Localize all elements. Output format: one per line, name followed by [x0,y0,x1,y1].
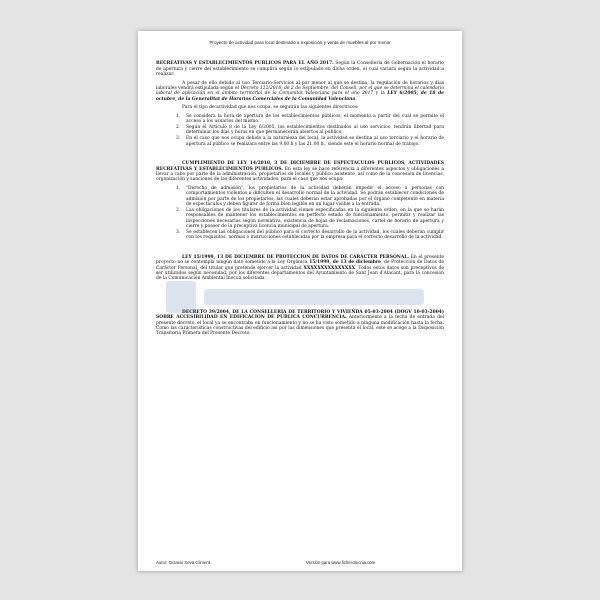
footer-author: Autor: Octavio Seva Climent [156,559,210,565]
section2-intro [156,161,444,183]
section4-heading: DECRETO 39/2004, DE LA CONSELLERÍA DE TERRITORIO Y VIVIENDA 05-03-2004 (DOGV 10-03-2004) SOBRE ACCESIBILIDAD EN EDIFICACION DE PÚBLICA CONCURRENCIA. [156,309,444,321]
list-text: "Derecho de admisión", los propietarios de la actividad deberán impedir el acceso a personas con comportamientos violentos o dificulten el desarrollo normal de la actividad. Se podrán establecer condiciones de admisión por parte de los propietarios, las cuales deberán estar aprobadas por el órgano competente en materia de espectáculos y deben figurar de forma bien legible en un lugar visible a la entrada. [186,185,444,207]
list-number: 3. [176,229,181,235]
list-number: 2. [176,124,181,130]
directives-list [156,114,444,147]
s3-a: En el presente proyecto no se contempla ningún dato sometido a la Ley Orgánica [156,254,444,266]
section1-text: Según la Conselleria de Gobernación el horario de apertura y cierre del establecimiento se cumplirá según lo estipulado en dicha orden, el cual variara según la actividad a realizar. [156,61,444,78]
list-number: 2. [176,207,181,213]
list-number: 3. [176,136,181,142]
section2-heading: CUMPLIMIENTO DE LEY 14/2010, 3 DE DICIEMBRE DE ESPECTACULOS PUBLICOS, ACTIVIDADES RECREATIVAS Y ESTABLECIMIENTOS PUBLICOS. [156,161,444,172]
page-footer [156,560,444,565]
list-item [156,125,444,136]
list-item [156,114,444,125]
list-item [156,230,444,241]
s3-law-ref: 15/1999, de 13 de diciembre [309,260,381,266]
p2-a: A pesar de ello debido al uso Terciario-Servicios al por menor al que se destina, la regulación de horarios y días laborales vendrá estipulada según el [156,80,444,92]
list-text: Según el Artículo 8 de la Ley 6/2005, los establecimientos destinados al uso servicios, tendrán libertad para determinar los días y horas en que permanecerán abiertos al público. [186,124,444,136]
section4-paragraph [156,310,444,337]
list-number: 1. [176,113,181,119]
s3-holder: XXXXXXXXXXXXXXX [303,265,356,271]
section2-text: En esta ley se hace referencia a diferentes aspectos y obligaciones a llevar a cabo por parte de la administración, propietarios de locales y público asistente, así como de la concesión de licencias, organización y sanciones de las diferentes actividades, para el caso que nos ocupa: [156,166,444,183]
list-item [156,186,444,208]
list-item [156,136,444,147]
page-header: Proyecto de actividad para local destinado a exposición y venta de muebles al por menor [209,40,391,45]
section1-paragraph3: Para el tipo de actividad que nos ocupa, se seguirán las siguientes directrices: [182,105,359,111]
p2-end: . [355,96,357,102]
list-number: 1. [176,185,181,191]
section1-intro [156,61,444,77]
section1-paragraph2 [156,81,444,103]
section1-heading: RECREATIVAS Y ESTABLECIMIENTOS PUBLICOS PARA EL AÑO 2017. [156,61,334,67]
list-text: Se establecen las obligaciones del público para el correcto desarrollo de la actividad, los cuales deberán cumplir con los requisitos, normas o instrucciones establecidas por la empresa para el correcto desarrollo de la actividad. [186,229,444,241]
list-text: En el caso que nos ocupa debido a la naturaleza del local, la actividad se destina al uso terciario y el horario de apertura al público se realizara entre las 9.00 h y las 21.00 h., siendo este el horario normal de trabajo. [186,136,444,147]
section4-text: Anteriormente a la fecha de entrada del presente decreto, el local ya se encontraba en funcionamiento y no se ha visto sometido a ninguna modificación hasta la fecha. Como las características constructivas del edificio así por las dimensiones que presenta el local, este se acoge a la Disposición Transitoria Primera del Presente Decreto. [156,315,444,337]
p2-law: LEY 6/2005, de 18 de octubre, de la Generalitat de Horarios Comerciales de la Comunidad Valenciana [156,91,445,102]
section3-paragraph [156,255,444,282]
section3-heading: LEY 15/1999, 13 DE DICIEMBRE DE PROTECCION DE DATOS DE CARÁCTER PERSONAL. [182,254,409,260]
p2-mid: y la [375,91,385,97]
p2-decree: Decreto 112/2016, de 2 de Septiembre, del Consell, por el que se determina el calendario laboral de aplicación en el ámbito territorial de la Comunitat Valenciana para el año 2017 [156,86,444,97]
obligations-list [156,186,444,241]
s3-c: , de Protección de Datos de Carácter Personal, del titular que pretende ejercer la actividad [156,260,445,271]
list-text: Las obligaciones de los titulares de la actividad vienen especificadas en la siguiente orden, en la que se harán responsables de mantener los establecimientos en perfecto estado de funcionamiento, permitir y realizar las inspecciones necesarias según normativa, existencia de hojas de reclamaciones, cartel de horario de apertura y cierre y poseer de la preceptiva licencia municipal de apertura. [186,207,444,230]
list-item [156,208,444,230]
list-text: Se considera la hora de apertura de los establecimientos públicos, el momento a partir del cual se permite el acceso a los usuarios del mismo. [186,113,444,125]
footer-version: Versión para www.ficherotecnia.com [306,559,376,565]
s3-e: . Todos estos datos son preceptivos de ser utilizados según necesidad, por los diferentes departamentos del Ayuntamiento de Sant Joan d'Alacant, para la concesión de la Comunicación Ambiental Inocua solicitada. [156,265,445,282]
document-page [138,31,462,571]
